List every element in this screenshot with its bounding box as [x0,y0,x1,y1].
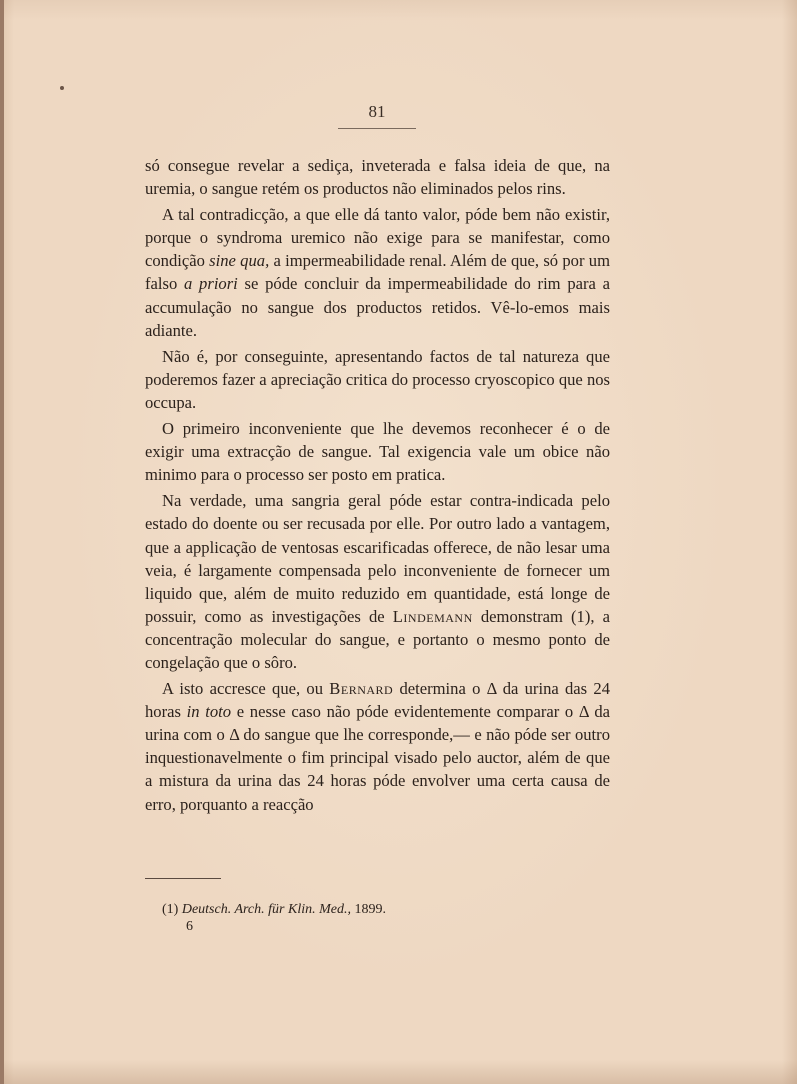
body-text [145,154,610,819]
paragraph [145,203,610,342]
paragraph [145,489,610,674]
footnote-year: 1899. [354,902,386,917]
footnote-rule [145,878,221,879]
author-name: Lindemann [392,606,473,626]
page-number: 81 [368,102,386,121]
text-run: só consegue revelar a sediça, inveterada e falsa ideia de que, na uremia, o sangue retém os productos não eliminados pelos rins. [145,156,610,199]
italic-phrase: sine qua, [209,251,270,271]
header-rule [338,128,416,129]
text-run: e nesse caso não póde evidentemente comparar o Δ da urina com o Δ do sangue que lhe corresponde,— e não póde ser outro inquestionavelmente o fim principal visado pelo auctor, além de que a mistura da urina das 24 horas póde envolver uma certa causa de erro, porquanto a reacção [145,702,611,814]
italic-phrase: a priori [184,274,238,294]
text-run: determina o Δ da urina das 24 horas [145,679,610,722]
paragraph [145,417,610,486]
author-name: Bernard [329,679,394,699]
text-run: Não é, por conseguinte, apresentando factos de tal natureza que poderemos fazer a apreciação critica do processo cryoscopico que nos occupa. [145,346,610,412]
footnote [162,902,386,918]
text-run: se póde concluir da impermeabilidade do rim para a accumulação no sangue dos productos retidos. Vê-lo-emos mais adiante. [145,274,610,340]
italic-phrase: in toto [186,702,232,722]
text-run: a impermeabilidade renal. Além de que, só por um falso [145,251,610,294]
signature-mark: 6 [186,919,193,934]
footnote-citation: Deutsch. Arch. für Klin. Med., [181,902,351,917]
paragraph [145,677,610,816]
paragraph [145,345,610,414]
text-run: demonstram (1), a concentração molecular do sangue, e portanto o mesmo ponto de congelação que o sôro. [145,606,610,672]
text-run: Na verdade, uma sangria geral póde estar contra-indicada pelo estado do doente ou ser recusada por elle. Por outro lado a vantagem, que a applicação de ventosas escarificadas offerece, de não lesar uma veia, é largamente compensada pelo inconveniente de fornecer um liquido que, além de muito reduzido em quantidade, está longe de possuir, como as investigações de [145,491,610,626]
text-run: A isto accresce que, ou [162,679,330,699]
text-run: A tal contradicção, a que elle dá tanto valor, póde bem não existir, porque o syndroma uremico não exige para se manifestar, como condição [145,205,610,271]
page-edge-shadow [0,0,4,1084]
paragraph [145,154,610,200]
footnote-marker: (1) [162,902,179,917]
paper-speck [60,86,64,90]
text-run: O primeiro inconveniente que lhe devemos reconhecer é o de exigir uma extracção de sangue. Tal exigencia vale um obice não minimo para o processo ser posto em pratica. [145,419,610,485]
